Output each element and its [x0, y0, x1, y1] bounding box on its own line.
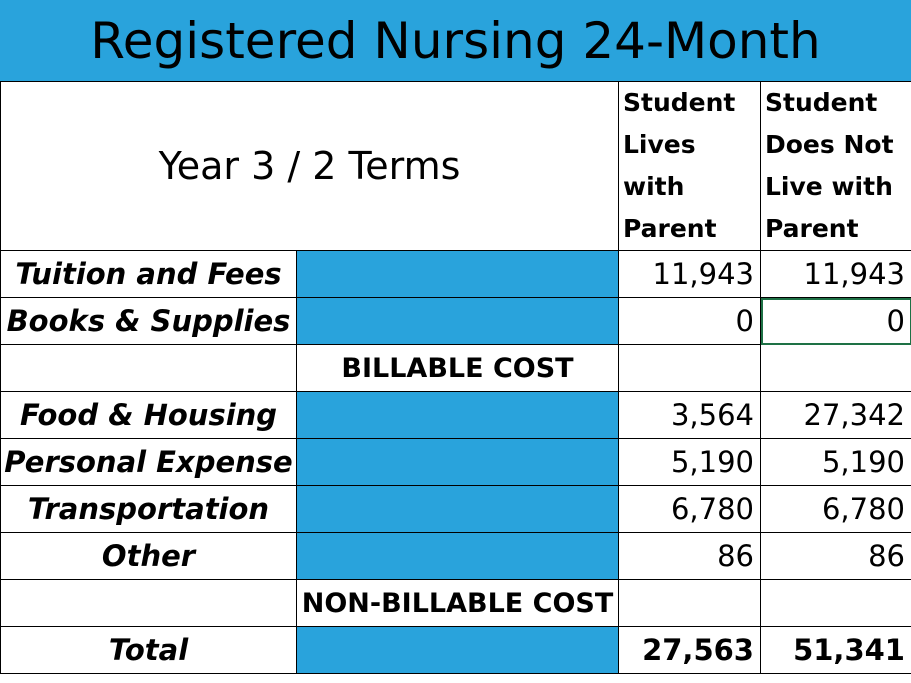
- header-row: [1, 82, 911, 251]
- empty-cell[interactable]: [1, 345, 297, 392]
- section-row: [1, 580, 911, 627]
- value-cell[interactable]: 86: [761, 533, 911, 580]
- filler-cell[interactable]: [297, 627, 619, 674]
- filler-cell[interactable]: [297, 392, 619, 439]
- value-cell[interactable]: 5,190: [761, 439, 911, 486]
- selected-cell[interactable]: 0: [761, 298, 911, 345]
- row-label[interactable]: Personal Expense: [1, 439, 297, 486]
- value-cell[interactable]: 86: [619, 533, 761, 580]
- total-with-parent[interactable]: 27,563: [619, 627, 761, 674]
- total-label[interactable]: Total: [1, 627, 297, 674]
- non-billable-cost-label[interactable]: NON-BILLABLE COST: [297, 580, 619, 627]
- table-row: [1, 251, 911, 298]
- row-label[interactable]: Transportation: [1, 486, 297, 533]
- value-cell[interactable]: 27,342: [761, 392, 911, 439]
- empty-cell[interactable]: [619, 580, 761, 627]
- empty-cell[interactable]: [761, 580, 911, 627]
- empty-cell[interactable]: [619, 345, 761, 392]
- total-row: [1, 627, 911, 674]
- value-cell[interactable]: 5,190: [619, 439, 761, 486]
- table-row: [1, 439, 911, 486]
- row-label[interactable]: Tuition and Fees: [1, 251, 297, 298]
- row-label[interactable]: Food & Housing: [1, 392, 297, 439]
- filler-cell[interactable]: [297, 486, 619, 533]
- row-label[interactable]: Books & Supplies: [1, 298, 297, 345]
- value-cell[interactable]: 11,943: [761, 251, 911, 298]
- table-row: [1, 533, 911, 580]
- total-without-parent[interactable]: 51,341: [761, 627, 911, 674]
- filler-cell[interactable]: [297, 298, 619, 345]
- table-row: [1, 392, 911, 439]
- billable-cost-label[interactable]: BILLABLE COST: [297, 345, 619, 392]
- column-header-with-parent[interactable]: Student Lives with Parent: [619, 82, 761, 251]
- page-title: Registered Nursing 24-Month: [0, 0, 911, 82]
- filler-cell[interactable]: [297, 533, 619, 580]
- table-row: [1, 298, 911, 345]
- filler-cell[interactable]: [297, 439, 619, 486]
- empty-cell[interactable]: [1, 580, 297, 627]
- cost-table: [0, 82, 911, 674]
- column-header-without-parent[interactable]: Student Does Not Live with Parent: [761, 82, 911, 251]
- filler-cell[interactable]: [297, 251, 619, 298]
- term-subtitle: Year 3 / 2 Terms: [1, 82, 619, 251]
- value-cell[interactable]: 3,564: [619, 392, 761, 439]
- section-row: [1, 345, 911, 392]
- value-cell[interactable]: 11,943: [619, 251, 761, 298]
- row-label[interactable]: Other: [1, 533, 297, 580]
- value-cell[interactable]: 0: [619, 298, 761, 345]
- value-cell[interactable]: 6,780: [761, 486, 911, 533]
- table-row: [1, 486, 911, 533]
- value-cell[interactable]: 6,780: [619, 486, 761, 533]
- empty-cell[interactable]: [761, 345, 911, 392]
